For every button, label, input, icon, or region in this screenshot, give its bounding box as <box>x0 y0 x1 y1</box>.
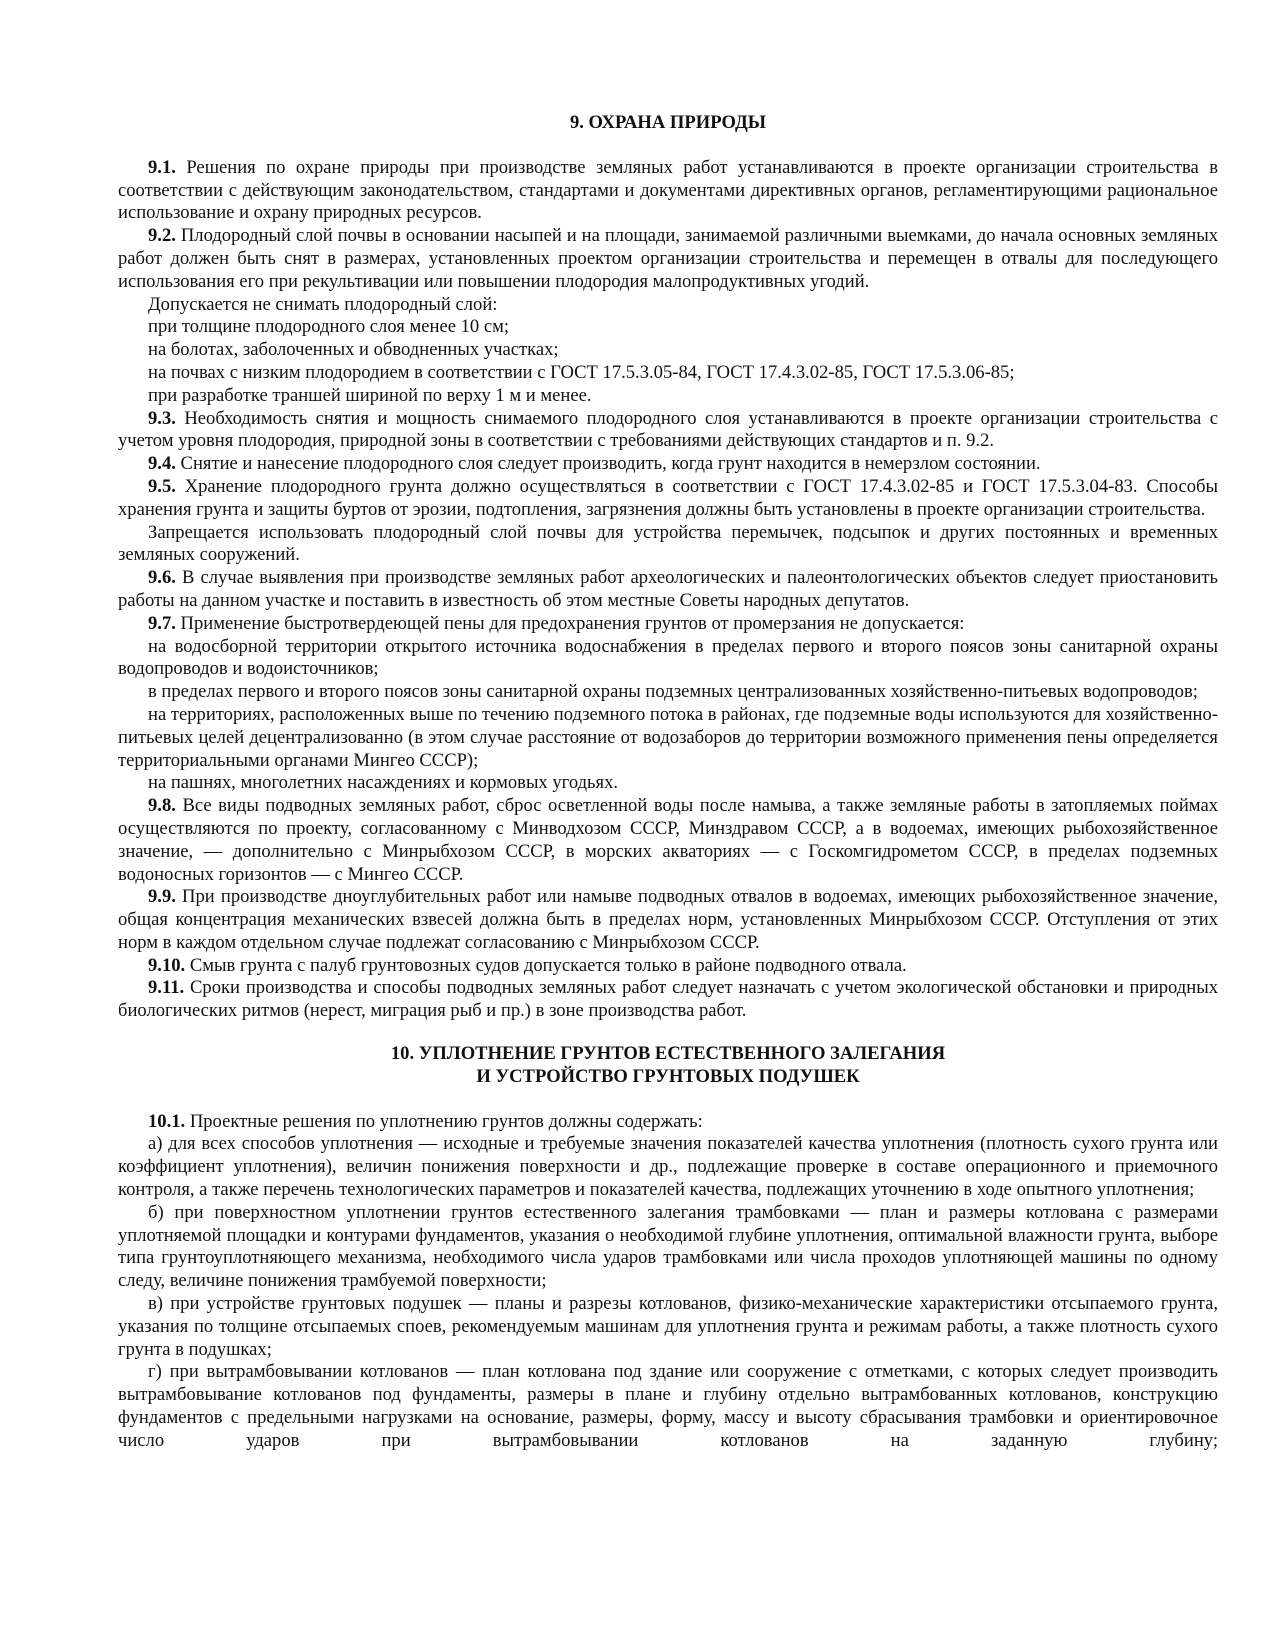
clause-text: При производстве дноуглубительных работ или намыве подводных отвалов в водоемах, имеющих рыбохозяйственное значение, общая концентрация механических взвесей должна быть в пределах норм, установленных Минрыбхозом СССР. Отступления от этих норм в каждом отдельном случае подлежат согласованию с Минрыбхозом СССР. <box>118 886 1218 953</box>
clause-number: 9.11. <box>148 977 185 999</box>
clause-number: 10.1. <box>148 1110 186 1132</box>
section-9-title: 9. ОХРАНА ПРИРОДЫ <box>569 112 767 133</box>
list-item-g <box>118 1361 1218 1452</box>
paragraph-9-11 <box>118 977 1218 1023</box>
clause-number: 9.10. <box>148 954 186 976</box>
clause-number: 9.4. <box>148 453 176 475</box>
clause-text: Сроки производства и способы подводных земляных работ следует назначать с учетом экологической обстановки и природных биологических ритмов (нерест, миграция рыб и пр.) в зоне производства работ. <box>118 977 1218 1022</box>
paragraph-9-1 <box>118 157 1218 225</box>
document-page <box>118 112 1218 1453</box>
section-9-body <box>118 157 1218 1023</box>
clause-text: Допускается не снимать плодородный слой: <box>148 293 498 315</box>
paragraph-9-10 <box>118 955 1218 978</box>
clause-text: в пределах первого и второго поясов зоны санитарной охраны подземных централизованных хозяйственно-питьевых водопроводов; <box>148 681 1198 703</box>
paragraph-9-6 <box>118 567 1218 613</box>
clause-text: на болотах, заболоченных и обводненных участках; <box>148 339 559 361</box>
paragraph-prohibition <box>118 522 1218 568</box>
paragraph-9-3 <box>118 408 1218 454</box>
clause-text: Хранение плодородного грунта должно осуществляться в соответствии с ГОСТ 17.4.3.02-85 и ГОСТ 17.5.3.04-83. Способы хранения грунта и защиты буртов от эрозии, подтопления, загрязнения должны быть установлены в проекте организации строительства. <box>118 475 1218 520</box>
clause-text: при толщине плодородного слоя менее 10 см; <box>148 316 510 338</box>
clause-number: 9.7. <box>148 612 176 634</box>
clause-text: Проектные решения по уплотнению грунтов должны содержать: <box>185 1110 703 1132</box>
list-item <box>118 772 1218 795</box>
clause-text: Смыв грунта с палуб грунтовозных судов допускается только в районе подводного отвала. <box>185 954 907 976</box>
list-item <box>118 636 1218 682</box>
section-10-title-line-1: 10. УПЛОТНЕНИЕ ГРУНТОВ ЕСТЕСТВЕННОГО ЗАЛЕГАНИЯ <box>390 1043 946 1065</box>
list-item <box>118 316 1218 339</box>
list-item <box>118 385 1218 408</box>
list-item <box>118 704 1218 772</box>
list-item-a <box>118 1133 1218 1201</box>
clause-text: Все виды подводных земляных работ, сброс осветленной воды после намыва, а также земляные работы в затопляемых поймах осуществляются по проекту, согласованному с Минводхозом СССР, Минздравом СССР, а в водоемах, имеющих рыбохозяйственное значение, — дополнительно с Минрыбхозом СССР, в морских акваториях — с Госкомгидрометом СССР, в пределах подземных водоносных горизонтов — с Мингео СССР. <box>118 795 1218 885</box>
clause-text: на территориях, расположенных выше по течению подземного потока в районах, где подземные воды используются для хозяйственно-питьевых целей децентрализованно (в этом случае расстояние от водозаборов до территории возможного применения пены определяется территориальными органами Мингео СССР); <box>118 703 1218 771</box>
clause-number: 9.6. <box>148 567 176 589</box>
paragraph-9-9 <box>118 886 1218 954</box>
list-item <box>118 339 1218 362</box>
clause-text: а) для всех способов уплотнения — исходные и требуемые значения показателей качества уплотнения (плотность сухого грунта или коэффициент уплотнения), величин понижения поверхности и др., подлежащие проверке в составе операционного и приемочного контроля, а также перечень технологических параметров и показателей качества, подлежащих уточнению в ходе опытного уплотнения; <box>118 1133 1218 1201</box>
clause-text: на пашнях, многолетних насаждениях и кормовых угодьях. <box>148 772 619 794</box>
list-item <box>118 362 1218 385</box>
clause-text: Необходимость снятия и мощность снимаемого плодородного слоя устанавливаются в проекте организации строительства с учетом уровня плодородия, природной зоны в соответствии с требованиями действующих стандартов и п. 9.2. <box>118 407 1218 452</box>
clause-number: 9.9. <box>148 886 176 908</box>
clause-text: в) при устройстве грунтовых подушек — планы и разрезы котлованов, физико-механические характеристики отсыпаемого грунта, указания по толщине отсыпаемых споев, рекомендуемым машинам для уплотнения грунта и режимам работы, а также плотность сухого грунта в подушках; <box>118 1293 1218 1360</box>
clause-text: Плодородный слой почвы в основании насыпей и на площади, занимаемой различными выемками, до начала основных земляных работ должен быть снят в размерах, установленных проектом организации строительства и перемещен в отвалы для последующего использования его при рекультивации или повышении плодородия малопродуктивных угодий. <box>118 225 1218 292</box>
paragraph-topsoil-exceptions <box>118 294 1218 317</box>
clause-text: на почвах с низким плодородием в соответствии с ГОСТ 17.5.3.05-84, ГОСТ 17.4.3.02-85, ГОСТ 17.5.3.06-85; <box>148 361 1015 383</box>
paragraph-9-8 <box>118 795 1218 886</box>
list-item <box>118 681 1218 704</box>
paragraph-9-4 <box>118 453 1218 476</box>
clause-text: В случае выявления при производстве земляных работ археологических и палеонтологических объектов следует приостановить работы на данном участке и поставить в известность об этом местные Советы народных депутатов. <box>118 567 1218 611</box>
clause-number: 9.3. <box>148 407 176 429</box>
paragraph-9-2 <box>118 225 1218 293</box>
clause-number: 9.5. <box>148 475 176 497</box>
clause-number: 9.8. <box>148 795 176 817</box>
section-10-body <box>118 1111 1218 1453</box>
clause-text: Запрещается использовать плодородный слой почвы для устройства перемычек, подсыпок и других постоянных и временных земляных сооружений. <box>118 521 1218 566</box>
clause-text: Применение быстротвердеющей пены для предохранения грунтов от промерзания не допускается: <box>175 612 965 634</box>
clause-number: 9.2. <box>148 225 176 247</box>
paragraph-10-1 <box>118 1111 1218 1134</box>
section-10-title <box>118 1043 1218 1089</box>
clause-text: при разработке траншей шириной по верху 1 м и менее. <box>148 384 592 406</box>
clause-text: Решения по охране природы при производстве земляных работ устанавливаются в проекте организации строительства в соответствии с действующим законодательством, стандартами и документами директивных органов, регламентирующими рациональное использование и охрану природных ресурсов. <box>118 156 1218 224</box>
paragraph-9-7 <box>118 613 1218 636</box>
clause-text: г) при вытрамбовывании котлованов — план котлована под здание или сооружение с отметками, с которых следует производить вытрамбовывание котлованов под фундаменты, размеры в плане и глубину отдельно вытрамбованных котлованов, конструкцию фундаментов с предельными нагрузками на основание, размеры, форму, массу и высоту сбрасывания трамбовки и ориентировочное число ударов при вытрамбовывании котлованов на заданную глубину; <box>118 1361 1218 1451</box>
list-item-v <box>118 1293 1218 1361</box>
clause-number: 9.1. <box>148 156 176 178</box>
clause-text: Снятие и нанесение плодородного слоя следует производить, когда грунт находится в немерзлом состоянии. <box>175 453 1041 475</box>
clause-text: на водосборной территории открытого источника водоснабжения в пределах первого и второго поясов зоны санитарной охраны водопроводов и водоисточников; <box>118 635 1218 680</box>
clause-text: б) при поверхностном уплотнении грунтов естественного залегания трамбовками — план и размеры котлована с размерами уплотняемой площадки и контурами фундаментов, указания о необходимой глубине уплотнения, оптимальной влажности грунта, выборе типа грунтоуплотняющего механизма, необходимого числа ударов трамбовками или числа проходов уплотняющей машины по одному следу, величине понижения трамбуемой поверхности; <box>118 1201 1218 1292</box>
paragraph-9-5 <box>118 476 1218 522</box>
list-item-b <box>118 1202 1218 1293</box>
section-10-title-line-2: И УСТРОЙСТВО ГРУНТОВЫХ ПОДУШЕК <box>476 1065 860 1087</box>
